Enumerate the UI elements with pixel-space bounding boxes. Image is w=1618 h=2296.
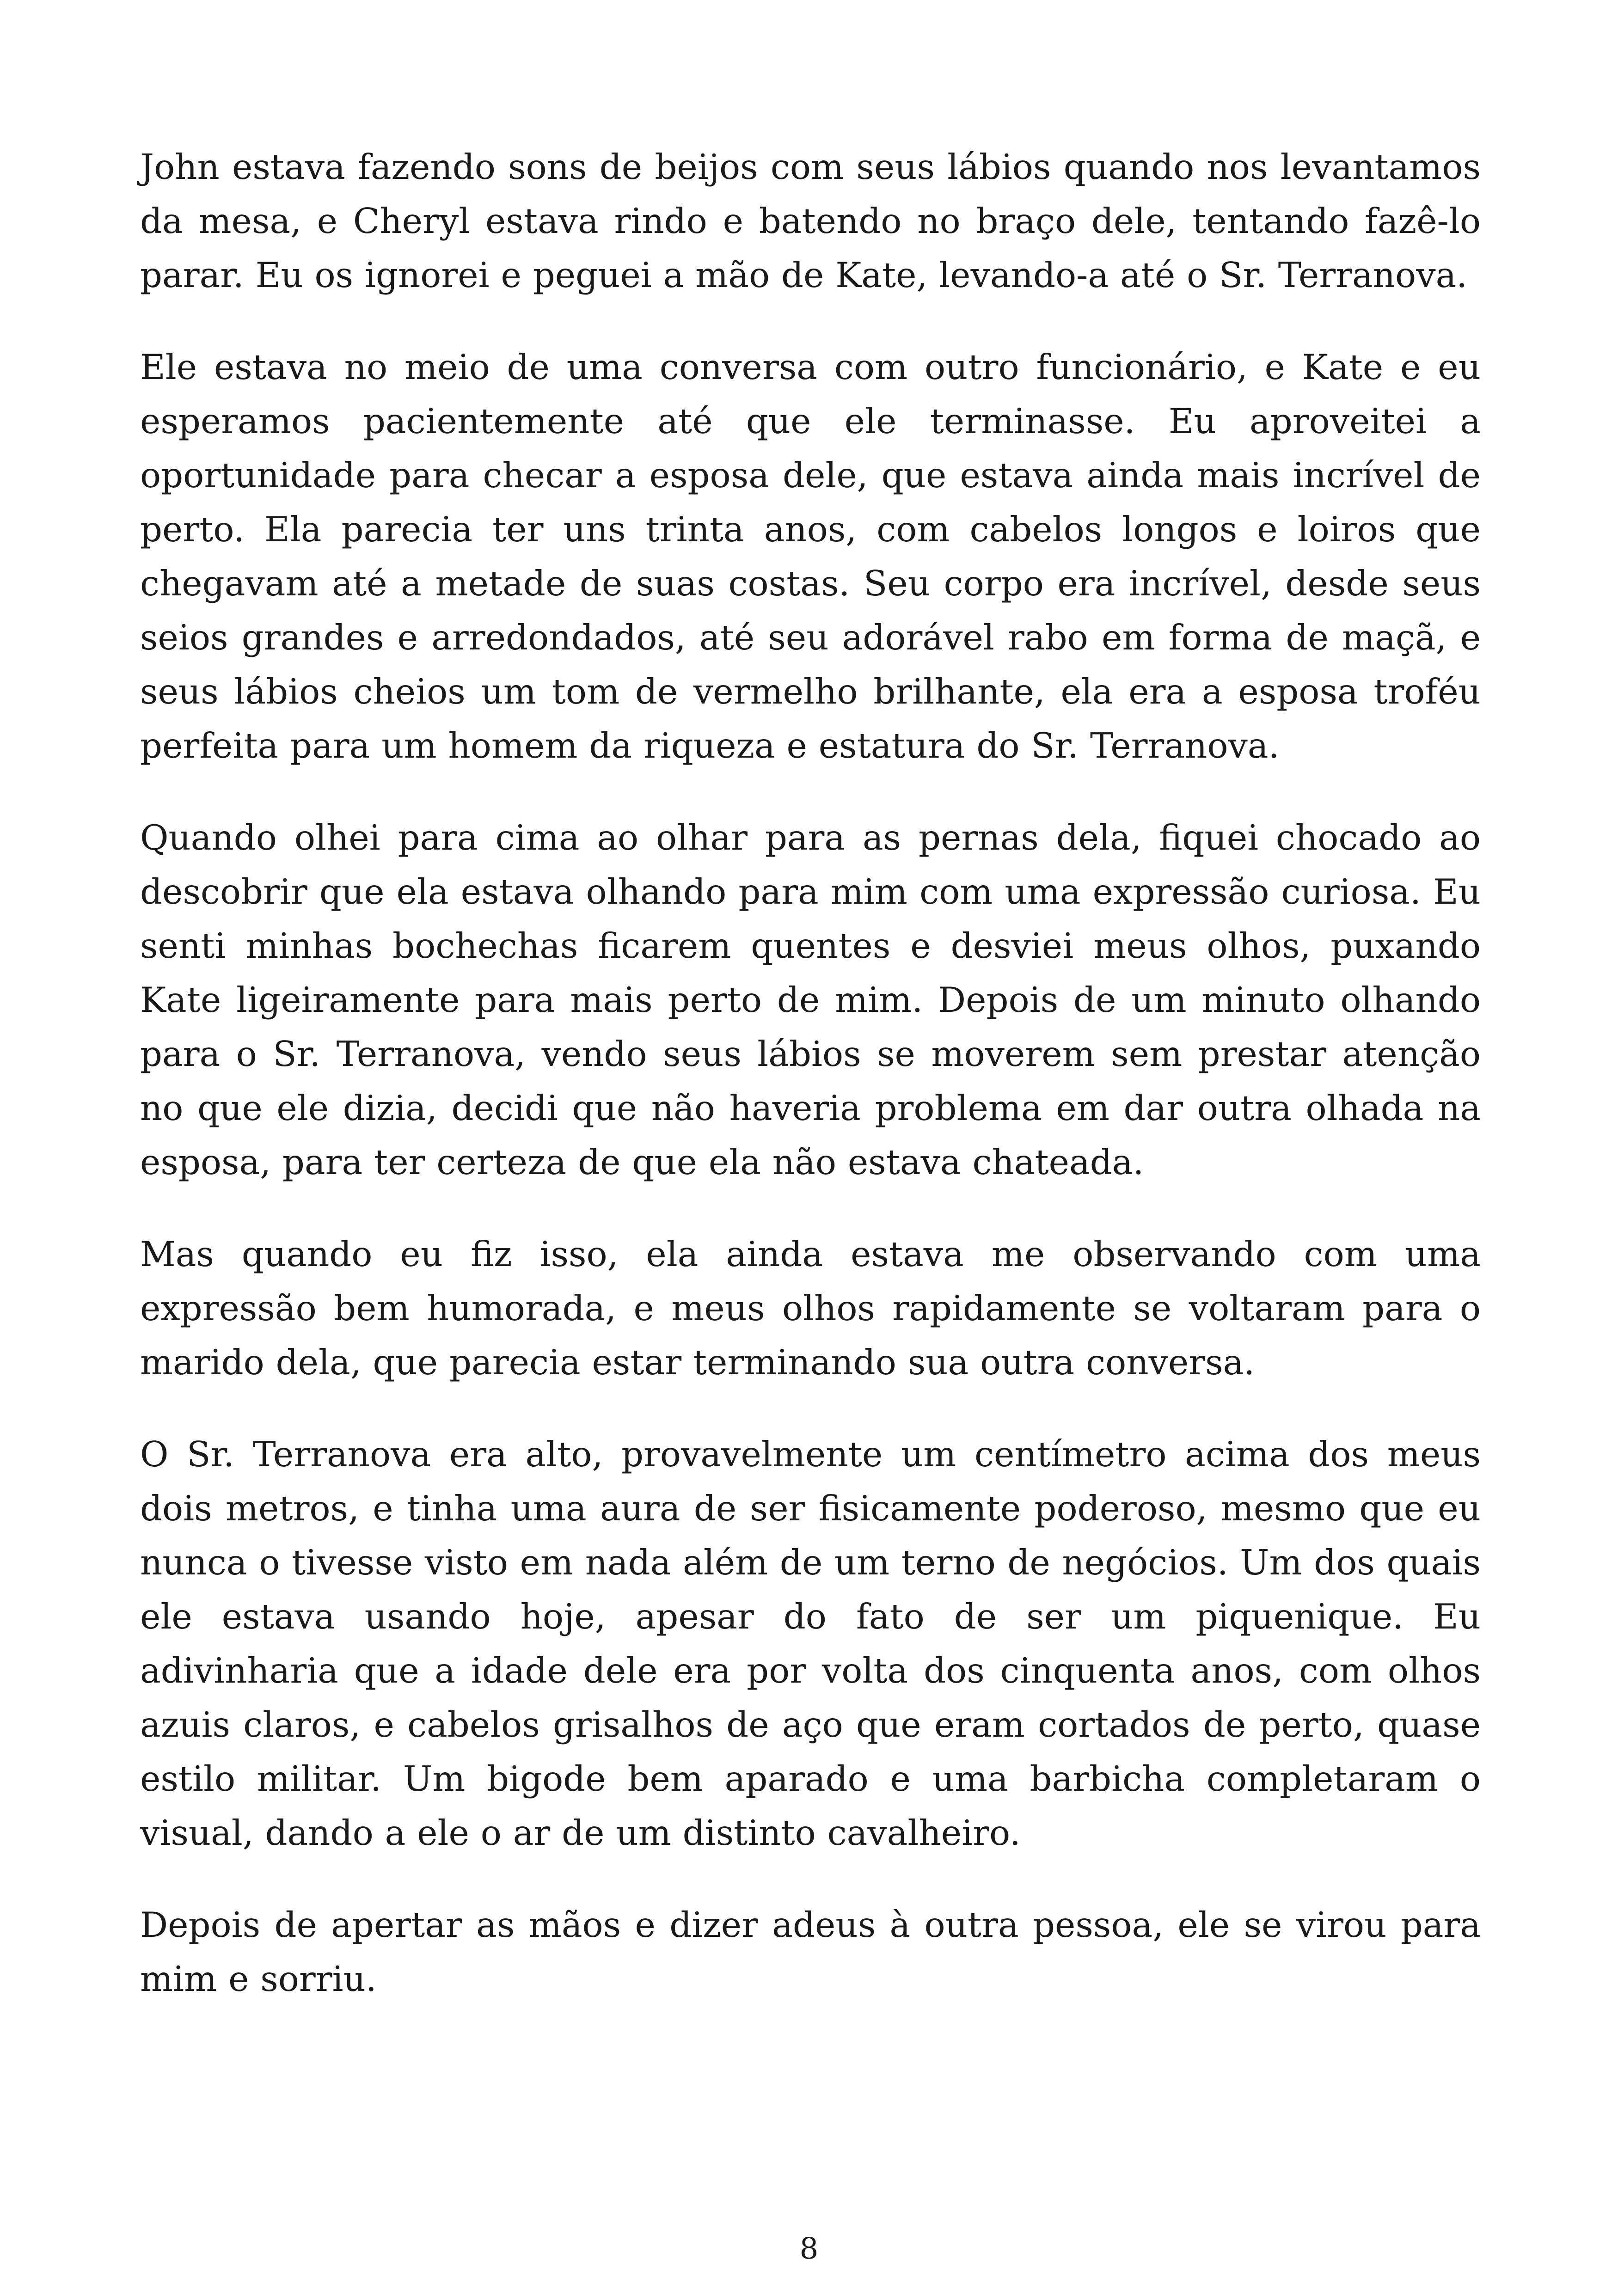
paragraph: O Sr. Terranova era alto, provavelmente um centímetro acima dos meus dois metros, e tinha uma aura de ser fisicamente poderoso, mesmo que eu nunca o tivesse visto em nada além de um terno de negócios. Um dos quais ele estava usando hoje, apesar do fato de ser um piquenique. Eu adivinharia que a idade dele era por volta dos cinquenta anos, com olhos azuis claros, e cabelos grisalhos de aço que eram cortados de perto, quase estilo militar. Um bigode bem aparado e uma barbicha completaram o visual, dando a ele o ar de um distinto cavalheiro.: [140, 1434, 1481, 1853]
page-number: 8: [799, 2232, 819, 2266]
paragraph: Ele estava no meio de uma conversa com outro funcionário, e Kate e eu esperamos pacientemente até que ele terminasse. Eu aproveitei a oportunidade para checar a esposa dele, que estava ainda mais incrível de perto. Ela parecia ter uns trinta anos, com cabelos longos e loiros que chegavam até a metade de suas costas. Seu corpo era incrível, desde seus seios grandes e arredondados, até seu adorável rabo em forma de maçã, e seus lábios cheios um tom de vermelho brilhante, ela era a esposa troféu perfeita para um homem da riqueza e estatura do Sr. Terranova.: [140, 347, 1481, 766]
paragraph: John estava fazendo sons de beijos com seus lábios quando nos levantamos da mesa, e Cheryl estava rindo e batendo no braço dele, tentando fazê-lo parar. Eu os ignorei e peguei a mão de Kate, levando-a até o Sr. Terranova.: [140, 147, 1481, 295]
body-text: [140, 140, 1481, 2044]
paragraph: Depois de apertar as mãos e dizer adeus à outra pessoa, ele se virou para mim e sorriu.: [140, 1904, 1481, 1999]
paragraph: Quando olhei para cima ao olhar para as pernas dela, fiquei chocado ao descobrir que ela estava olhando para mim com uma expressão curiosa. Eu senti minhas bochechas ficarem quentes e desviei meus olhos, puxando Kate ligeiramente para mais perto de mim. Depois de um minuto olhando para o Sr. Terranova, vendo seus lábios se moverem sem prestar atenção no que ele dizia, decidi que não haveria problema em dar outra olhada na esposa, para ter certeza de que ela não estava chateada.: [140, 817, 1481, 1182]
paragraph: Mas quando eu fiz isso, ela ainda estava me observando com uma expressão bem humorada, e meus olhos rapidamente se voltaram para o marido dela, que parecia estar terminando sua outra conversa.: [140, 1234, 1481, 1383]
